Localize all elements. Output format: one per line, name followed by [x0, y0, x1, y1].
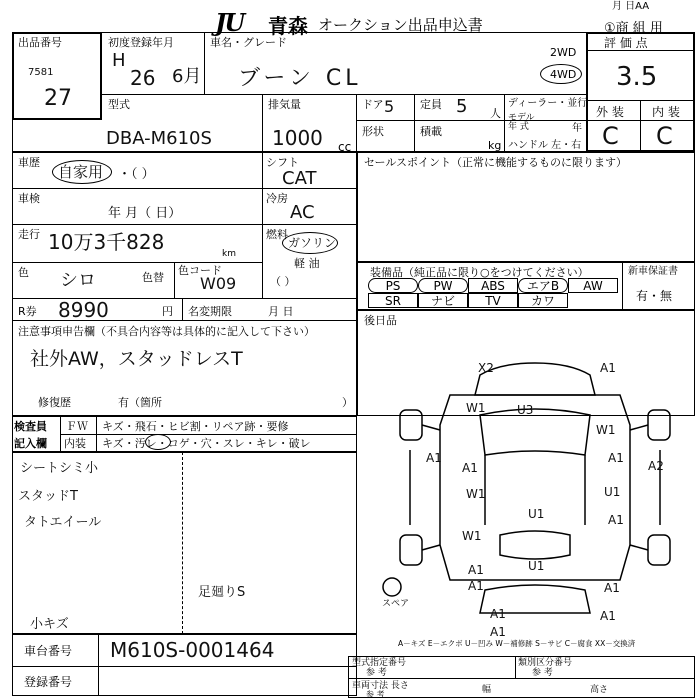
shift-label: シフト — [266, 156, 299, 169]
damage-mark: A1 — [600, 609, 616, 623]
equipment-item: TV — [468, 293, 518, 308]
damage-mark: W1 — [596, 423, 616, 437]
notes-label: 注意事項申告欄（不具合内容等は具体的に記入して下さい） — [18, 325, 315, 338]
damage-mark: U1 — [604, 485, 621, 499]
capacity-value: 5 — [456, 96, 468, 117]
history-label: 車歴 — [18, 156, 40, 169]
fw-label: ＦＷ — [66, 420, 88, 433]
model-name-value: ブーン CL — [238, 66, 362, 91]
remark-2: スタッドT — [18, 489, 78, 504]
capacity-label: 定員 — [420, 98, 442, 111]
spare-label: スペア — [382, 599, 410, 609]
brand-name: 青森 — [268, 14, 308, 38]
repair-close-paren: ） — [342, 396, 353, 409]
equipment-item: カワ — [518, 293, 568, 308]
4wd-label: 4WD — [550, 68, 577, 81]
damage-mark: A1 — [600, 361, 616, 375]
chassis-no-label: 車台番号 — [24, 644, 73, 658]
stain-circle — [145, 434, 171, 450]
entry-label: 記入欄 — [14, 437, 47, 450]
damage-mark: A1 — [462, 461, 478, 475]
naiso-items: キズ・汚レ・コゲ・穴・スレ・キレ・破レ — [102, 437, 311, 450]
doors-label: ドア — [362, 98, 384, 111]
remark-1: シートシミ小 — [20, 461, 99, 476]
rating-label: 評 価 点 — [604, 36, 648, 50]
month-value: 6月 — [172, 66, 202, 87]
inspection-label: 車検 — [18, 192, 40, 205]
history-options: ・（ ） — [118, 167, 155, 182]
model-designation-label: 型式指定番号 — [352, 658, 407, 668]
color-replace-label: 色替 — [142, 271, 164, 284]
first-reg-label: 初度登録年月 — [108, 36, 174, 49]
damage-mark: U1 — [528, 559, 545, 573]
history-value: 自家用 — [58, 163, 104, 181]
equipment-item: SR — [368, 293, 418, 308]
chassis-no-value: M610S-0001464 — [110, 638, 275, 662]
r-ticket-value: 8990 — [58, 298, 109, 322]
displacement-label: 排気量 — [268, 98, 301, 111]
aircon-label: 冷房 — [266, 192, 288, 205]
category-no-label: 類別区分番号 — [518, 658, 573, 668]
model-year-label: モデル 年 式 — [508, 113, 535, 132]
form-title: オークション出品申込書 — [318, 16, 483, 34]
doors-value: 5 — [384, 97, 395, 116]
equipment-item: PW — [418, 278, 468, 293]
exterior-label: 外 装 — [596, 105, 624, 119]
model-grade-label: 車名・グレード — [210, 36, 287, 49]
name-change-date: 月 日 — [268, 305, 294, 318]
color-code-label: 色コード — [178, 264, 222, 277]
ju-logo: JU — [215, 8, 244, 37]
exterior-value: C — [602, 122, 619, 150]
repair-history-label: 修復歴 — [38, 396, 71, 409]
equipment-item: AW — [568, 278, 618, 293]
year-value: 26 — [130, 66, 156, 90]
equipment-item: ナビ — [418, 293, 468, 308]
damage-legend: A－キズ E－エクボ U－凹み W－補修跡 S－サビ C－腐食 XX－交換済 — [398, 639, 636, 648]
equipment-item: PS — [368, 278, 418, 293]
fuel-paren: （ ） — [270, 275, 296, 288]
damage-mark: A1 — [426, 451, 442, 465]
displacement-value: 1000 — [272, 126, 323, 150]
damage-mark: U1 — [528, 507, 545, 521]
color-label: 色 — [18, 266, 29, 279]
model-code-label: 型式 — [108, 98, 130, 111]
equipment-item: ABS — [468, 278, 518, 293]
mileage-label: 走行 — [18, 228, 40, 241]
2wd-label: 2WD — [550, 46, 577, 59]
naiso-label: 内装 — [64, 437, 86, 450]
car-outline — [383, 363, 670, 613]
people-unit: 人 — [490, 107, 501, 120]
header-date-note: 月 日AA — [612, 1, 650, 12]
kg-unit: kg — [488, 139, 502, 152]
reference-label-3: 参 考 — [366, 690, 385, 699]
shift-value: CAT — [282, 168, 317, 189]
interior-label: 内 装 — [652, 105, 680, 119]
copy-label: ①商 組 用 — [604, 21, 663, 36]
damage-mark: W1 — [466, 401, 486, 415]
km-unit: km — [222, 249, 236, 259]
name-change-label: 名変期限 — [188, 305, 232, 318]
damage-mark: A1 — [490, 607, 506, 621]
mileage-value: 10万3千828 — [48, 230, 165, 254]
fw-items: キズ・飛石・ヒビ割・リペア跡・要修 — [102, 420, 289, 433]
color-value: シロ — [60, 270, 96, 291]
damage-mark: A2 — [648, 459, 664, 473]
fuel-label: 燃料 — [266, 228, 288, 241]
lot-number-value: 27 — [44, 86, 72, 111]
damage-mark: A1 — [490, 625, 506, 639]
yen-unit: 円 — [162, 305, 173, 318]
damage-mark: X2 — [478, 361, 494, 375]
damage-mark: A1 — [608, 513, 624, 527]
damage-mark: A1 — [468, 563, 484, 577]
reference-label-2: 参 考 — [532, 668, 553, 678]
dealer-label: ディーラー・並行 — [508, 98, 588, 109]
damage-mark: A1 — [468, 579, 484, 593]
reference-label-1: 参 考 — [366, 668, 387, 678]
model-code-value: DBA-M610S — [106, 128, 212, 149]
reg-no-label: 登録番号 — [24, 675, 73, 689]
sales-point-label: セールスポイント（正常に機能するものに限ります） — [364, 156, 628, 169]
height-label: 高さ — [590, 685, 609, 695]
remark-3: タトエイール — [24, 515, 102, 530]
era-value: H — [112, 50, 126, 71]
r-ticket-label: R券 — [18, 305, 37, 318]
interior-value: C — [656, 122, 673, 150]
fuel-value: ガソリン — [288, 236, 337, 250]
back-date-label: 後日品 — [364, 314, 397, 327]
lot-small-number: 7581 — [28, 67, 54, 78]
remark-5: 小キズ — [30, 617, 69, 632]
damage-mark: A1 — [604, 581, 620, 595]
color-code-value: W09 — [200, 274, 237, 293]
load-label: 積載 — [420, 125, 442, 138]
year-unit: 年 — [572, 123, 582, 134]
remark-4: 足廻りS — [198, 585, 246, 600]
damage-mark: W1 — [466, 487, 486, 501]
shape-label: 形状 — [362, 125, 384, 138]
dims-label: 車両寸法 長さ — [352, 681, 409, 691]
warranty-options: 有・無 — [636, 289, 673, 303]
equipment-label: 装備品（純正品に限り○をつけてください） — [370, 266, 589, 279]
warranty-label: 新車保証書 — [628, 266, 678, 277]
notes-text: 社外AW，スタッドレスT — [30, 348, 243, 370]
car-damage-diagram — [380, 355, 690, 625]
damage-mark: W1 — [462, 529, 482, 543]
damage-mark: U3 — [517, 403, 534, 417]
damage-mark: A1 — [608, 451, 624, 465]
repair-location-label: 有（箇所 — [118, 396, 162, 409]
rating-value: 3.5 — [616, 62, 658, 92]
cc-unit: cc — [338, 140, 352, 154]
inspector-label: 検査員 — [14, 420, 47, 433]
aircon-value: AC — [290, 202, 315, 223]
equipment-item: エアB — [518, 278, 568, 293]
remarks-frame — [12, 452, 357, 634]
width-label: 幅 — [482, 685, 492, 695]
inspection-date: 年 月（ 日） — [108, 206, 182, 221]
light-oil-label: 軽 油 — [294, 257, 320, 270]
lot-number-label: 出品番号 — [18, 36, 62, 49]
handle-label: ハンドル 左・右 — [508, 140, 582, 151]
